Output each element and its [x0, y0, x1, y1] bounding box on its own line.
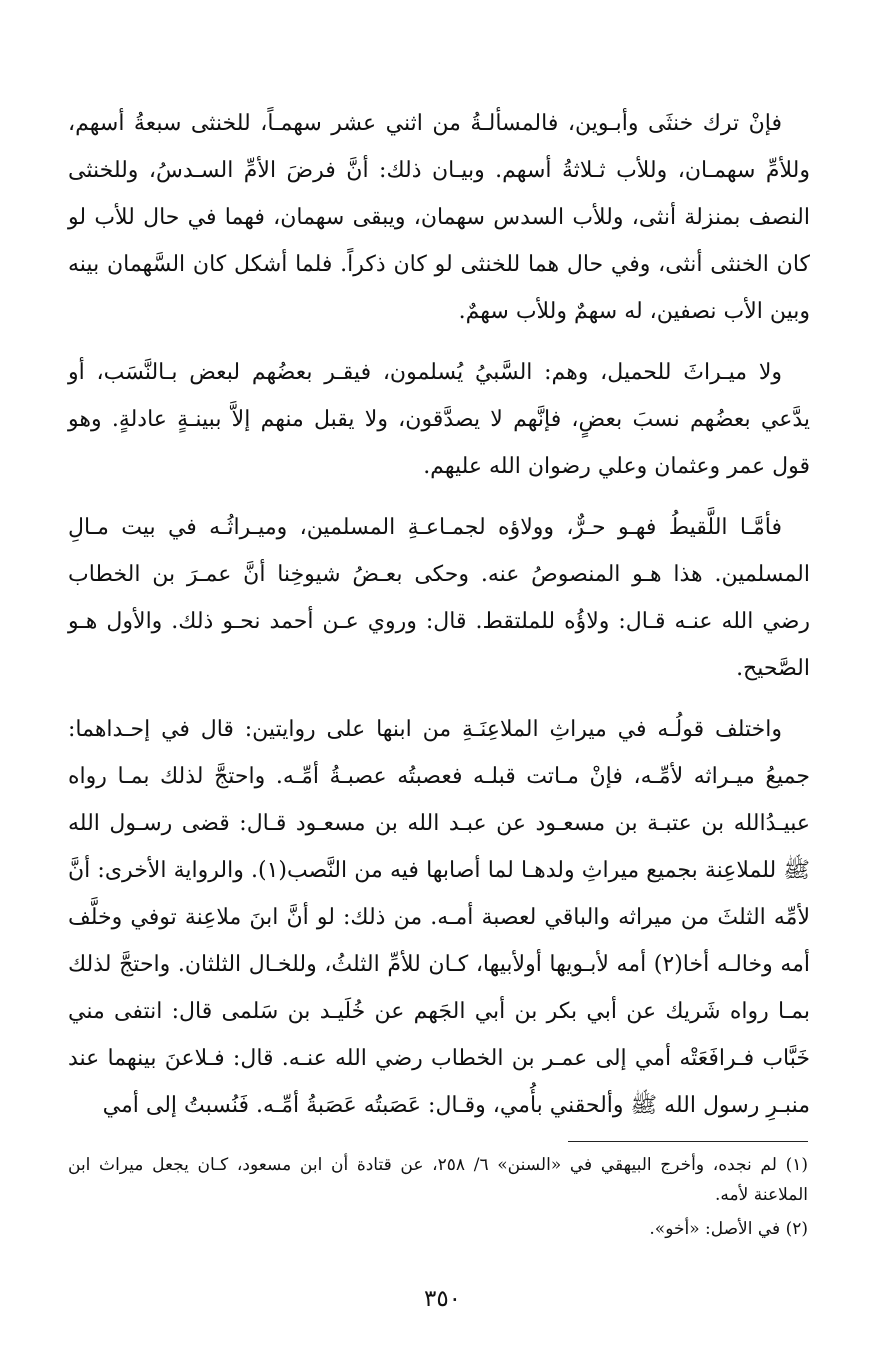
footnotes [68, 1150, 810, 1248]
paragraph-1: فإنْ ترك خنثَى وأبـوين، فالمسألـةُ من اثني عشر سهمـاً، للخنثى سبعةُ أسهم، وللأمِّ سهمـان، وللأب ثـلاثةُ أسهم. وبيـان ذلك: أنَّ فرضَ الأمِّ السـدسُ، وللخنثى النصف بمنزلة أنثى، وللأب السدس سهمان، ويبقى سهمان، فهما في حال للأب لو كان الخنثى أنثى، وفي حال هما للخنثى لو كان ذكراً. فلما أشكل كان السَّهمان بينه وبين الأب نصفين، له سهمٌ وللأب سهمٌ. [68, 111, 810, 324]
paragraph-3: فأمَّـا اللَّقيطُ فهـو حـرٌّ، وولاؤه لجمـاعـةِ المسلمين، وميـراثُـه في بيت مـالِ المسلمين. هذا هـو المنصوصُ عنه. وحكى بعـضُ شيوخِنا أنَّ عمـرَ بن الخطاب رضي الله عنـه قـال: ولاؤُه للملتقط. قال: وروي عـن أحمد نحـو ذلك. والأول هـو الصَّحيح. [68, 515, 810, 681]
paragraph-4: واختلف قولُـه في ميراثِ الملاعِنَـةِ من ابنها على روايتين: قال في إحـداهما: جميعُ ميـراثه لأمِّـه، فإنْ مـاتت قبلـه فعصبتُه عصبـةُ أمِّـه. واحتجَّ لذلك بمـا رواه عبيـدُالله بن عتبـة بن مسعـود عن عبـد الله بن مسعـود قـال: قضى رسـول الله ﷺ للملاعِنة بجميع ميراثِ ولدهـا لما أصابها فيه من النَّصب(١). والرواية الأخرى: أنَّ لأمِّه الثلثَ من ميراثه والباقي لعصبة أمـه. من ذلك: لو أنَّ ابنَ ملاعِنة توفي وخلَّف أمه وخالـه أخا(٢) أمه لأبـويها أولأبيها، كـان للأمِّ الثلثُ، وللخـال الثلثان. واحتجَّ لذلك بمـا رواه شَريك عن أبي بكر بن أبي الجَهم عن خُلَيـد بن سَلمى قال: انتفى مني خَبَّاب فـرافَعَتْه أمي إلى عمـر بن الخطاب رضي الله عنـه. قال: فـلاعنَ بينهما عند منبـرِ رسول الله ﷺ وألحقني بأُمي، وقـال: عَصَبتُه عَصَبةُ أمِّـه. فَنُسبتُ إلى أمي [68, 717, 811, 1118]
footnote-2: (٢) في الأصل: «أخو». [649, 1219, 808, 1239]
footnote-1: (١) لم نجده، وأخرج البيهقي في «السنن» ٦/ ٢٥٨، عن قتادة أن ابن مسعود، كـان يجعل ميراث ابن الملاعنة لأمه. [68, 1155, 808, 1205]
footnote-divider [568, 1141, 808, 1142]
page-number: ٣٥٠ [423, 1286, 462, 1312]
main-text [68, 100, 810, 1143]
paragraph-2: ولا ميـراثَ للحميل، وهم: السَّبيُ يُسلمون، فيقـر بعضُهم لبعض بـالنَّسَب، أو يدَّعي بعضُهم نسبَ بعضٍ، فإنَّهم لا يصدَّقون، ولا يقبل منهم إلاَّ ببينـةٍ عادلةٍ. وهو قول عمر وعثمان وعلي رضوان الله عليهم. [68, 360, 810, 479]
